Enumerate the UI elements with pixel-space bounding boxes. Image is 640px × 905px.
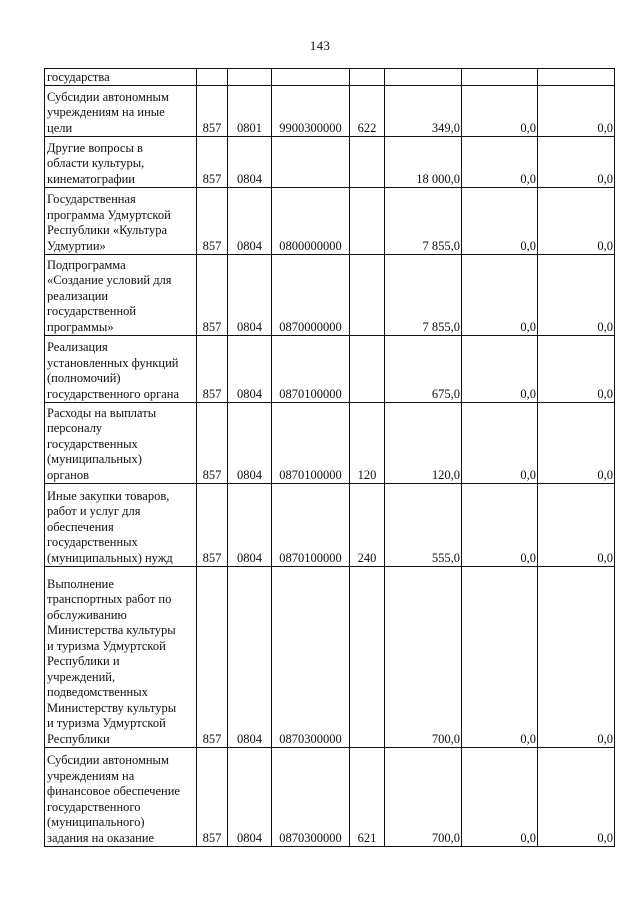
amount-year-2: 0,0 [462,188,538,255]
expense-type [350,336,385,403]
ministry-code: 857 [197,336,228,403]
expense-type [350,69,385,86]
amount-year-3: 0,0 [538,255,615,336]
amount-year-3: 0,0 [538,336,615,403]
table-row [45,403,615,484]
section-code: 0804 [228,336,272,403]
item-name: Субсидии автономным учреждениям на иные цели [45,86,197,137]
table-row [45,567,615,748]
expense-type [350,137,385,188]
item-name: Расходы на выплаты персоналу государственных (муниципальных) органов [45,403,197,484]
amount-year-1: 7 855,0 [385,255,462,336]
item-name: Другие вопросы в области культуры, кинематографии [45,137,197,188]
section-code: 0804 [228,567,272,748]
expense-type [350,567,385,748]
ministry-code: 857 [197,403,228,484]
expense-type [350,255,385,336]
target-code: 0800000000 [272,188,350,255]
amount-year-2: 0,0 [462,748,538,847]
amount-year-1: 349,0 [385,86,462,137]
section-code: 0804 [228,484,272,567]
amount-year-1: 18 000,0 [385,137,462,188]
budget-table [44,68,615,847]
page-number: 143 [309,38,331,53]
ministry-code: 857 [197,86,228,137]
expense-type: 120 [350,403,385,484]
amount-year-2: 0,0 [462,255,538,336]
ministry-code: 857 [197,137,228,188]
target-code: 0870100000 [272,403,350,484]
section-code: 0804 [228,255,272,336]
target-code: 0870300000 [272,748,350,847]
ministry-code: 857 [197,188,228,255]
amount-year-2 [462,69,538,86]
amount-year-3: 0,0 [538,86,615,137]
target-code [272,137,350,188]
item-name: Субсидии автономным учреждениям на финансовое обеспечение государственного (муниципального) задания на оказание [45,748,197,847]
item-name: государства [45,69,197,86]
section-code: 0801 [228,86,272,137]
expense-type: 621 [350,748,385,847]
amount-year-2: 0,0 [462,336,538,403]
table-row [45,188,615,255]
section-code: 0804 [228,137,272,188]
amount-year-3: 0,0 [538,567,615,748]
section-code [228,69,272,86]
ministry-code: 857 [197,255,228,336]
table-row [45,69,615,86]
item-name: Выполнение транспортных работ по обслуживанию Министерства культуры и туризма Удмуртской Республики и учреждений, подведомственных Министерству культуры и туризма Удмуртской Республики [45,567,197,748]
ministry-code: 857 [197,567,228,748]
expense-type: 240 [350,484,385,567]
table-row [45,86,615,137]
target-code: 9900300000 [272,86,350,137]
amount-year-1: 7 855,0 [385,188,462,255]
target-code [272,69,350,86]
amount-year-3: 0,0 [538,748,615,847]
table-row [45,255,615,336]
item-name: Иные закупки товаров, работ и услуг для обеспечения государственных (муниципальных) нужд [45,484,197,567]
amount-year-2: 0,0 [462,137,538,188]
item-name: Реализация установленных функций (полномочий) государственного органа [45,336,197,403]
amount-year-1 [385,69,462,86]
expense-type: 622 [350,86,385,137]
amount-year-2: 0,0 [462,484,538,567]
amount-year-3 [538,69,615,86]
section-code: 0804 [228,403,272,484]
amount-year-1: 700,0 [385,567,462,748]
table-row [45,137,615,188]
amount-year-3: 0,0 [538,484,615,567]
section-code: 0804 [228,188,272,255]
ministry-code: 857 [197,484,228,567]
amount-year-3: 0,0 [538,188,615,255]
item-name: Подпрограмма «Создание условий для реализации государственной программы» [45,255,197,336]
ministry-code: 857 [197,748,228,847]
amount-year-2: 0,0 [462,403,538,484]
section-code: 0804 [228,748,272,847]
amount-year-1: 120,0 [385,403,462,484]
item-name: Государственная программа Удмуртской Республики «Культура Удмуртии» [45,188,197,255]
target-code: 0870000000 [272,255,350,336]
target-code: 0870100000 [272,336,350,403]
target-code: 0870100000 [272,484,350,567]
amount-year-3: 0,0 [538,403,615,484]
amount-year-3: 0,0 [538,137,615,188]
ministry-code [197,69,228,86]
amount-year-1: 555,0 [385,484,462,567]
table-row [45,336,615,403]
amount-year-1: 700,0 [385,748,462,847]
table-row [45,748,615,847]
amount-year-2: 0,0 [462,86,538,137]
amount-year-1: 675,0 [385,336,462,403]
amount-year-2: 0,0 [462,567,538,748]
expense-type [350,188,385,255]
table-row [45,484,615,567]
target-code: 0870300000 [272,567,350,748]
